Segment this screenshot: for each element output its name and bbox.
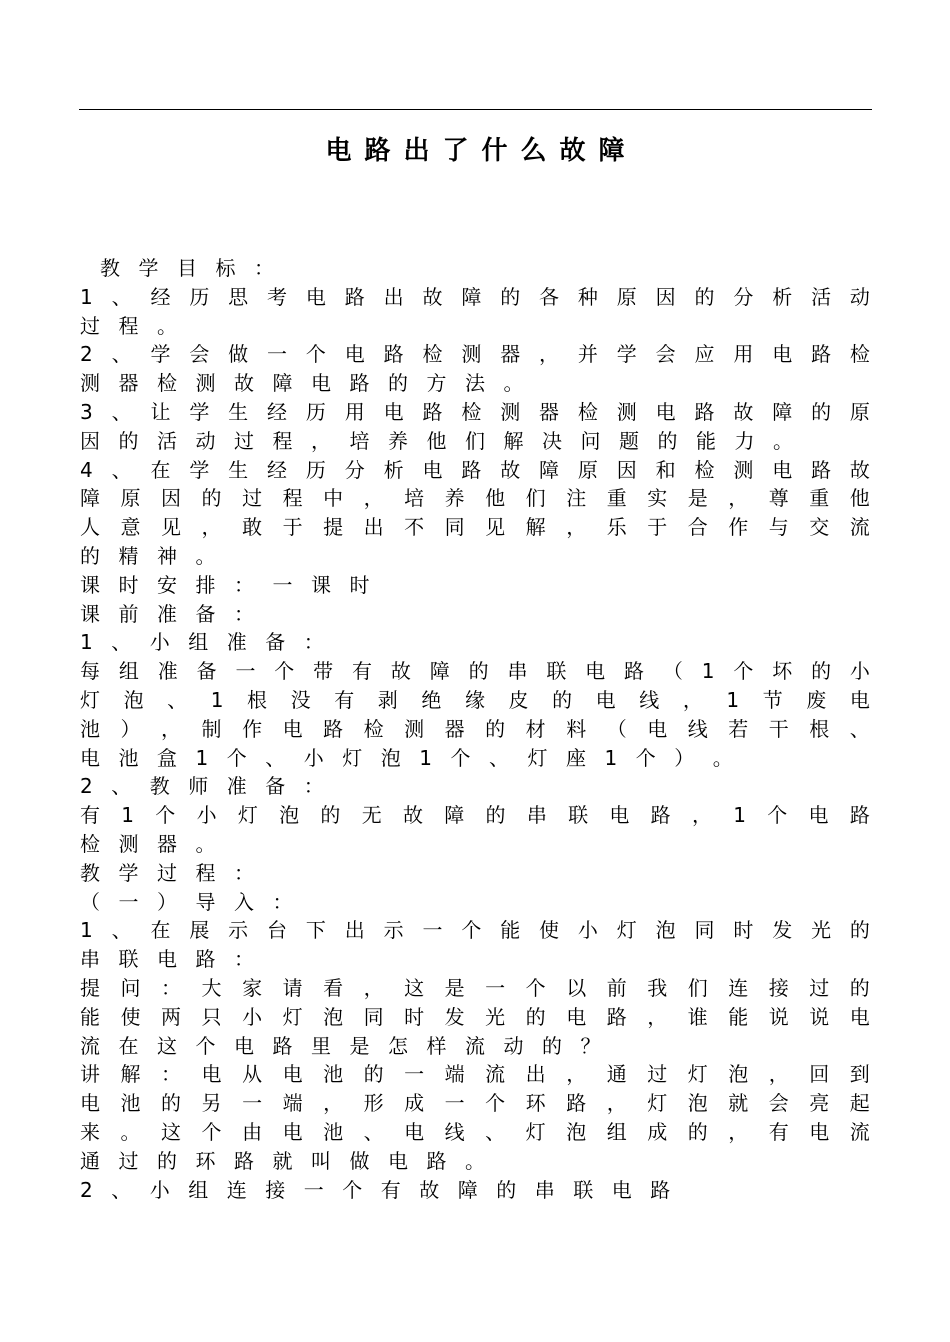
text-line: 灯 泡 、 1 根 没 有 剥 绝 缘 皮 的 电 线 ， 1 节 废 电 [80, 687, 870, 712]
text-line: 电 池 盒 1 个 、 小 灯 泡 1 个 、 灯 座 1 个 ） 。 [80, 745, 733, 770]
text-line: 2 、 教 师 准 备 ： [80, 774, 324, 799]
text-line: 的 精 神 。 [80, 543, 216, 568]
text-line: 检 测 器 。 [80, 831, 216, 856]
text-line: 通 过 的 环 路 就 叫 做 电 路 。 [80, 1148, 485, 1173]
text-line: （ 一 ） 导 入 ： [80, 889, 293, 914]
text-line: 每 组 准 备 一 个 带 有 故 障 的 串 联 电 路 （ 1 个 坏 的 小 [80, 659, 870, 684]
text-line: 因 的 活 动 过 程 ， 培 养 他 们 解 决 问 题 的 能 力 。 [80, 428, 793, 453]
text-line: 障 原 因 的 过 程 中 ， 培 养 他 们 注 重 实 是 ， 尊 重 他 [80, 486, 870, 511]
text-line: 2 、 学 会 做 一 个 电 路 检 测 器 ， 并 学 会 应 用 电 路 检 [80, 342, 870, 367]
text-line: 1 、 经 历 思 考 电 路 出 故 障 的 各 种 原 因 的 分 析 活 动 [80, 284, 870, 309]
text-line: 测 器 检 测 故 障 电 路 的 方 法 。 [80, 371, 524, 396]
document-title: 电路出了什么故障 [325, 136, 638, 166]
text-line: 讲 解 ： 电 从 电 池 的 一 端 流 出 ， 通 过 灯 泡 ， 回 到 [80, 1062, 870, 1087]
text-line: 1 、 在 展 示 台 下 出 示 一 个 能 使 小 灯 泡 同 时 发 光 的 [80, 918, 870, 943]
text-line: 过 程 。 [80, 313, 177, 338]
text-line: 1 、 小 组 准 备 ： [80, 630, 324, 655]
text-line: 提 问 ： 大 家 请 看 ， 这 是 一 个 以 前 我 们 连 接 过 的 [80, 975, 870, 1000]
header-rule [79, 109, 872, 110]
document-body [80, 254, 870, 1204]
text-line: 来 。 这 个 由 电 池 、 电 线 、 灯 泡 组 成 的 ， 有 电 流 [80, 1119, 870, 1144]
text-line: 能 使 两 只 小 灯 泡 同 时 发 光 的 电 路 ， 谁 能 说 说 电 [80, 1004, 870, 1029]
text-line: 电 池 的 另 一 端 ， 形 成 一 个 环 路 ， 灯 泡 就 会 亮 起 [80, 1091, 870, 1116]
text-line: 池 ） ， 制 作 电 路 检 测 器 的 材 料 （ 电 线 若 干 根 、 [80, 716, 870, 741]
text-line: 流 在 这 个 电 路 里 是 怎 样 流 动 的 ？ [80, 1033, 601, 1058]
text-line: 课 时 安 排 ： 一 课 时 [80, 572, 370, 597]
text-line: 3 、 让 学 生 经 历 用 电 路 检 测 器 检 测 电 路 故 障 的 原 [80, 399, 870, 424]
text-line: 2 、 小 组 连 接 一 个 有 故 障 的 串 联 电 路 [80, 1177, 671, 1202]
text-line: 人 意 见 ， 敢 于 提 出 不 同 见 解 ， 乐 于 合 作 与 交 流 [80, 515, 870, 540]
text-line: 串 联 电 路 ： [80, 947, 254, 972]
text-line: 4 、 在 学 生 经 历 分 析 电 路 故 障 原 因 和 检 测 电 路 故 [80, 457, 870, 482]
text-line: 教 学 目 标 ： [100, 256, 274, 280]
text-line: 有 1 个 小 灯 泡 的 无 故 障 的 串 联 电 路 ， 1 个 电 路 [80, 803, 870, 828]
text-line: 课 前 准 备 ： [80, 601, 254, 626]
text-line: 教 学 过 程 ： [80, 860, 254, 885]
